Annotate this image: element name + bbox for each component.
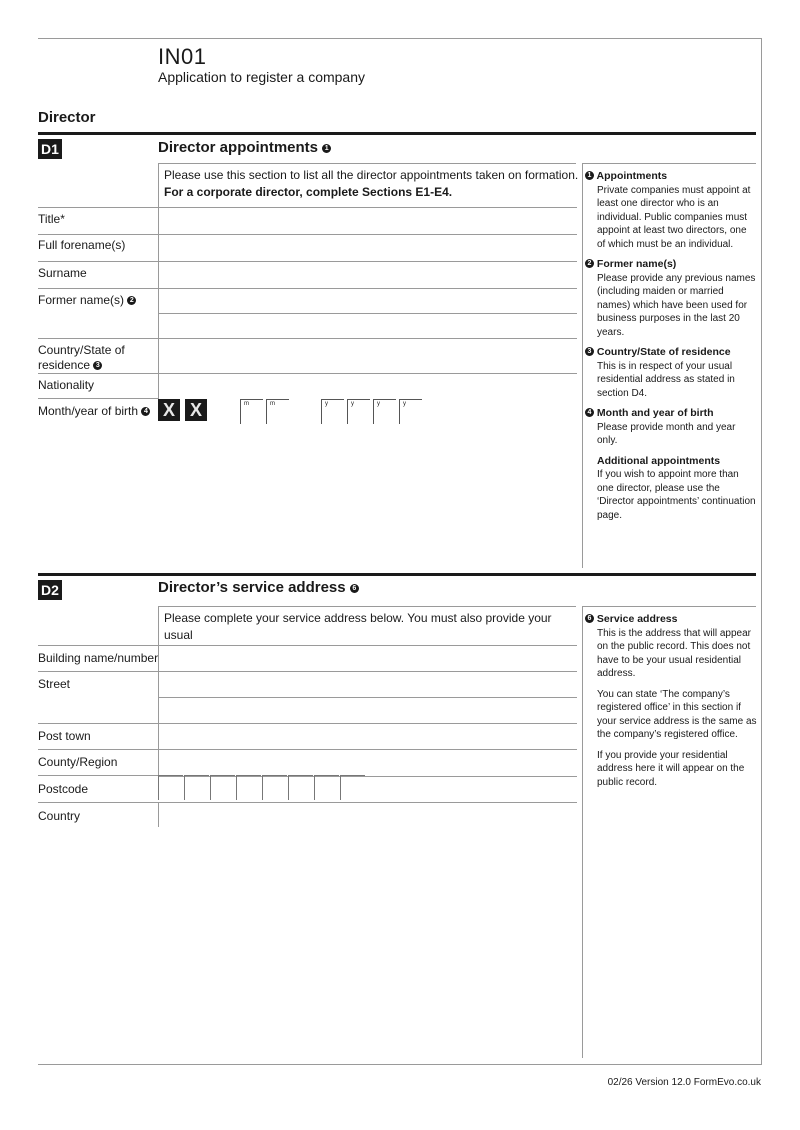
d2-badge: D2 [38,580,62,600]
note-marker: 3 [585,347,594,356]
birth-year-box-3[interactable] [373,399,396,424]
birth-year-hint: y [351,401,354,407]
title-label: Title* [38,212,65,226]
birth-year-hint: y [325,401,328,407]
birth-label [38,404,150,419]
country-residence-label [38,343,125,373]
country-note-marker: 3 [93,361,102,370]
post-town-field[interactable] [158,723,577,751]
d1-intro-line2: For a corporate director, complete Sections E1-E4. [164,185,453,199]
d1-row-rule [38,398,158,399]
nationality-field[interactable] [158,373,577,399]
birth-year-hint: y [403,401,406,407]
country-field[interactable] [158,802,577,827]
note-additional [597,455,757,523]
note-former-names [585,258,757,339]
d1-badge: D1 [38,139,62,159]
form-code: IN01 [158,44,207,69]
birth-year-box-1[interactable] [321,399,344,424]
birth-year-box-4[interactable] [399,399,422,424]
surname-label: Surname [38,266,87,280]
note-former-names-heading [585,258,757,272]
note-appointments-text: Private companies must appoint at least one director who is an individual. Public companies must appoint at least two directors, one of which must be an individual. [597,184,751,250]
post-town-label: Post town [38,729,91,743]
bottom-rule [38,1064,762,1065]
county-label: County/Region [38,755,118,769]
former-names-field-2[interactable] [158,313,577,340]
country-label: Country [38,809,81,823]
note-service-address-heading [585,613,757,627]
d2-notes-divider [582,606,583,1058]
birth-year-box-2[interactable] [347,399,370,424]
footer-version: 02/26 Version 12.0 FormEvo.co.uk [607,1077,761,1088]
postcode-box-7[interactable] [314,775,339,800]
d1-notes-top [582,163,756,164]
d2-title [158,579,359,596]
note-service-address-heading-text: Service address [596,613,678,625]
country-residence-label-line2 [38,358,125,373]
note-birth [585,407,757,448]
note-marker: 1 [585,171,594,180]
note-country-residence [585,346,757,400]
surname-field[interactable] [158,261,577,290]
note-appointments-heading-text: Appointments [596,170,668,182]
title-field[interactable] [158,207,577,236]
d2-top-rule [38,573,756,576]
d1-title-note-marker: 1 [322,144,331,153]
birth-month-box-1[interactable] [240,399,263,424]
country-residence-label-line2-text: residence [38,358,91,372]
postcode-box-5[interactable] [262,775,287,800]
former-names-label-text: Former name(s) [38,293,125,307]
county-field[interactable] [158,749,577,777]
d2-intro-line1: Please complete your service address below. You must also provide your usual [164,611,552,642]
d2-row-rule [38,775,158,776]
note-appointments [585,170,757,251]
note-birth-heading [585,407,757,421]
postcode-box-4[interactable] [236,775,261,800]
note-marker: 4 [585,408,594,417]
note-service-address-p1: This is the address that will appear on the public record. This does not have to be your usual residential address. [597,627,751,679]
right-frame [761,38,762,1065]
d1-notes-divider [582,163,583,568]
postcode-box-6[interactable] [288,775,313,800]
note-former-names-heading-text: Former name(s) [596,258,677,270]
postcode-box-8[interactable] [340,775,365,800]
note-country-residence-text: This is in respect of your usual residential address as stated in section D4. [597,360,735,399]
forenames-field[interactable] [158,234,577,263]
birth-year-hint: y [377,401,380,407]
postcode-box-1[interactable] [158,775,183,800]
d1-notes [585,170,757,522]
form-title: Application to register a company [158,69,365,85]
former-names-field-1[interactable] [158,288,577,315]
note-additional-heading: Additional appointments [597,454,721,467]
d1-title [158,139,331,156]
birth-month-hint: m [270,401,275,407]
birth-day-placeholder-1: X [158,399,180,421]
birth-day-placeholder-2: X [185,399,207,421]
d2-notes [585,613,757,789]
note-birth-heading-text: Month and year of birth [596,407,714,419]
top-rule [38,38,762,39]
street-field-2[interactable] [158,697,577,725]
note-country-residence-heading-text: Country/State of residence [596,346,731,358]
country-residence-label-line1: Country/State of [38,343,125,357]
former-names-note-marker: 2 [127,296,136,305]
d2-intro-top [158,606,576,607]
former-names-label [38,293,136,308]
note-appointments-heading [585,170,757,184]
note-marker: 6 [585,614,594,623]
country-residence-field[interactable] [158,338,577,375]
postcode-label: Postcode [38,782,89,796]
nationality-label: Nationality [38,378,95,392]
note-additional-text: If you wish to appoint more than one director, please use the ‘Director appointments’ continuation page. [597,469,756,521]
street-label: Street [38,677,71,691]
postcode-box-3[interactable] [210,775,235,800]
d2-title-note-marker: 6 [350,584,359,593]
d1-intro-line1: Please use this section to list all the director appointments taken on formation. [164,168,579,182]
birth-month-box-2[interactable] [266,399,289,424]
d2-notes-top [582,606,756,607]
note-country-residence-heading [585,346,757,360]
birth-label-text: Month/year of birth [38,404,139,418]
note-service-address-p2: You can state ‘The company’s registered office’ in this section if your service address is the same as the company’s registered office. [597,688,757,740]
d1-title-text: Director appointments [158,139,319,156]
birth-note-marker: 4 [141,407,150,416]
note-former-names-text: Please provide any previous names (including maiden or married names) which have been used for business purposes in the last 20 years. [597,272,756,338]
building-label: Building name/number [38,651,159,665]
street-field-1[interactable] [158,671,577,699]
page-section-heading: Director [38,109,96,126]
building-field[interactable] [158,645,577,673]
d2-title-text: Director’s service address [158,579,346,596]
d1-top-rule [38,132,756,135]
birth-month-hint: m [244,401,249,407]
note-birth-text: Please provide month and year only. [597,421,736,446]
note-service-address-p3: If you provide your residential address here it will appear on the public record. [597,749,745,788]
postcode-box-2[interactable] [184,775,209,800]
d1-intro [158,167,582,201]
d1-intro-top [158,163,576,164]
forenames-label: Full forename(s) [38,238,126,252]
note-marker: 2 [585,259,594,268]
